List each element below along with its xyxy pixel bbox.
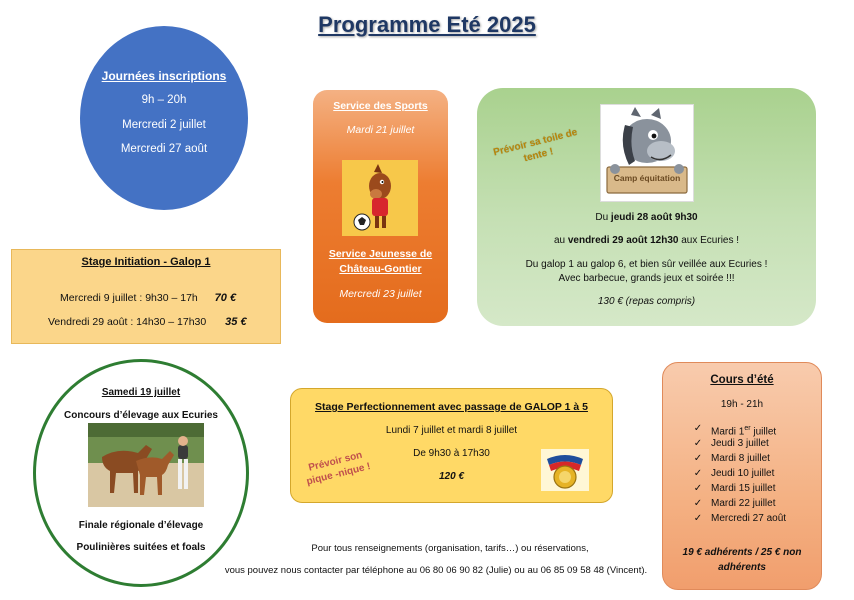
contact-line-2: vous pouvez nous contacter par téléphone au 06 80 06 90 82 (Julie) ou au 06 85 09 58 48 (Vincent).: [224, 565, 648, 576]
cours-day-item: [691, 421, 819, 436]
perf-picnic-note: Prévoir son pique -nique !: [305, 449, 372, 488]
stage-perfectionnement-box: [290, 388, 613, 503]
page-title: Programme Eté 2025: [318, 12, 536, 37]
camp-sign-label: Camp équitation: [613, 173, 681, 183]
cours-day-sup: er: [744, 425, 751, 432]
cours-day-item: [691, 451, 819, 466]
check-icon: ✓: [693, 438, 703, 449]
camp-line-2-prefix: au: [553, 235, 568, 246]
initiation-heading: Stage Initiation - Galop 1: [81, 256, 211, 268]
cours-day-label: Mardi 15 juillet: [711, 483, 776, 494]
check-icon: ✓: [693, 513, 703, 524]
check-icon: ✓: [693, 423, 703, 434]
contact-line-1: Pour tous renseignements (organisation, tarifs…) ou réservations,: [311, 543, 589, 554]
concours-heading: Samedi 19 juillet: [101, 387, 181, 398]
initiation-line-2: Vendredi 29 août : 14h30 – 17h30: [48, 316, 207, 328]
initiation-row-1: [60, 292, 236, 304]
sports-heading: Service des Sports: [333, 100, 428, 112]
cours-day-label: Mardi 1: [711, 426, 745, 438]
service-sports-box: [313, 90, 448, 323]
initiation-line-1: Mercredi 9 juillet : 9h30 – 17h: [60, 292, 198, 304]
camp-equitation-box: [477, 88, 816, 326]
concours-line-1: Concours d’élevage aux Ecuries: [64, 410, 218, 421]
horses-photo-icon: [88, 423, 204, 507]
stage-initiation-box: [11, 249, 281, 344]
camp-line-1: [477, 212, 816, 223]
horse-football-mascot-icon: [342, 160, 418, 236]
cours-heading: Cours d’été: [710, 374, 774, 386]
cours-day-label: Mardi 22 juillet: [711, 498, 776, 509]
cours-day-label: Mercredi 27 août: [711, 513, 787, 524]
sports-date-2: Mercredi 23 juillet: [339, 288, 422, 300]
camp-line-3: Du galop 1 au galop 6, et bien sûr veillée aux Ecuries !: [525, 259, 768, 270]
inscriptions-date-2: Mercredi 27 août: [120, 143, 208, 155]
concours-line-3: Poulinières suitées et foals: [76, 542, 206, 553]
perf-line-1: Lundi 7 juillet et mardi 8 juillet: [385, 425, 518, 436]
cours-day-item: [691, 481, 819, 496]
cours-day-label: Mardi 8 juillet: [711, 453, 770, 464]
camp-line-2-bold: vendredi 29 août 12h30: [567, 235, 679, 246]
perf-line-2: De 9h30 à 17h30: [413, 448, 490, 459]
initiation-price-2: 35 €: [225, 316, 247, 328]
cours-day-suffix: juillet: [750, 426, 777, 438]
camp-line-4: Avec barbecue, grands jeux et soirée !!!: [558, 273, 735, 284]
initiation-price-1: 70 €: [214, 292, 237, 304]
concours-circle: [33, 359, 249, 587]
inscriptions-heading: Journées inscriptions: [101, 69, 227, 83]
camp-line-2: [477, 235, 816, 246]
perf-heading: Stage Perfectionnement avec passage de GALOP 1 à 5: [315, 401, 588, 413]
perf-price: 120 €: [438, 471, 465, 482]
galop-medal-icon: [541, 449, 589, 491]
cours-day-item: [691, 511, 819, 526]
inscriptions-hours: 9h – 20h: [141, 94, 187, 106]
concours-line-2: Finale régionale d’élevage: [78, 520, 204, 531]
cours-days-list: [691, 421, 819, 526]
cours-hours: 19h - 21h: [720, 399, 764, 410]
camp-price: 130 € (repas compris): [597, 296, 696, 307]
check-icon: ✓: [693, 483, 703, 494]
cours-day-item: [691, 436, 819, 451]
cours-day-label: Jeudi 10 juillet: [711, 468, 775, 479]
check-icon: ✓: [693, 468, 703, 479]
inscriptions-date-1: Mercredi 2 juillet: [122, 119, 206, 131]
camp-tent-note: Prévoir sa toile de tente !: [492, 126, 579, 165]
camp-line-1-bold: jeudi 28 août 9h30: [610, 212, 698, 223]
camp-line-2-suffix: aux Ecuries !: [678, 235, 740, 246]
camp-line-1-prefix: Du: [595, 212, 611, 223]
cours-day-item: [691, 496, 819, 511]
check-icon: ✓: [693, 498, 703, 509]
initiation-row-2: [48, 316, 247, 328]
cours-day-label: Jeudi 3 juillet: [711, 438, 769, 449]
inscriptions-circle: [80, 26, 248, 210]
sports-heading-2: Service Jeunesse de Château-Gontier: [328, 248, 433, 275]
cours-day-item: [691, 466, 819, 481]
check-icon: ✓: [693, 453, 703, 464]
cours-ete-box: [662, 362, 822, 590]
cours-price: 19 € adhérents / 25 € non adhérents: [682, 547, 802, 573]
sports-date-1: Mardi 21 juillet: [346, 124, 415, 136]
horse-sign-icon: [600, 104, 694, 202]
